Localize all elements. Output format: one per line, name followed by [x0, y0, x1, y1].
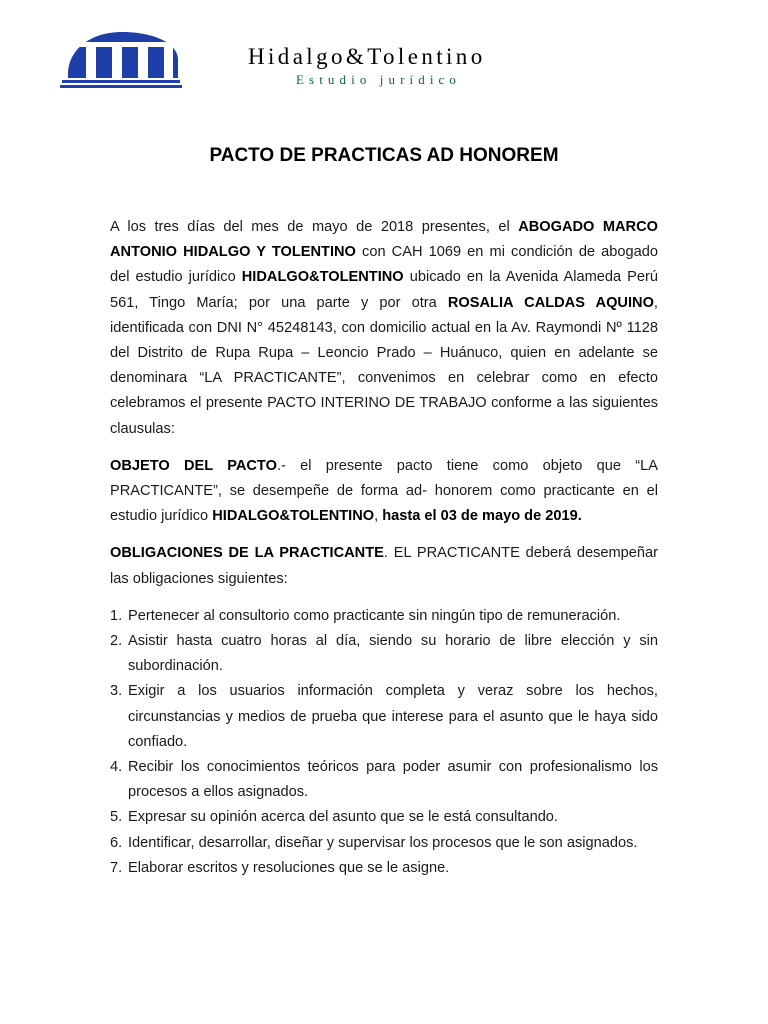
list-item-text: Pertenecer al consultorio como practicante sin ningún tipo de remuneración.	[128, 607, 621, 624]
list-item-number: 3.	[110, 683, 123, 700]
list-item-text: Elaborar escritos y resoluciones que se le asigne.	[128, 859, 450, 876]
objeto-text-1: .- el presente pacto tiene como objeto que “LA PRACTICANTE”, se desempeñe de forma ad- honorem como practicante en el estudio jurídico	[110, 457, 658, 525]
objeto-paragraph	[110, 454, 658, 530]
firm-name: Hidalgo&Tolentino	[248, 44, 486, 69]
list-item-text: Recibir los conocimientos teóricos para poder asumir con profesionalismo los procesos a ellos asignados.	[128, 759, 658, 801]
list-item	[110, 805, 658, 830]
list-item-text: Expresar su opinión acerca del asunto que se le está consultando.	[128, 809, 558, 826]
list-item-text: Identificar, desarrollar, diseñar y supervisar los procesos que le son asignados.	[128, 834, 638, 851]
columns-arch-logo-icon	[60, 24, 182, 92]
list-item	[110, 831, 658, 856]
list-item-number: 6.	[110, 834, 123, 851]
obligaciones-heading: OBLIGACIONES DE LA PRACTICANTE	[110, 545, 384, 562]
objeto-text-2: ,	[374, 508, 383, 525]
intro-text-1: A los tres días del mes de mayo de 2018 presentes, el	[110, 219, 519, 235]
list-item	[110, 604, 658, 629]
firm-subtitle: Estudio jurídico	[296, 72, 462, 87]
list-item	[110, 755, 658, 805]
obligaciones-paragraph	[110, 541, 658, 591]
list-item-text: Exigir a los usuarios información completa y veraz sobre los hechos, circunstancias y medios de prueba que interese para el asunto que le haya sido confiado.	[128, 683, 658, 750]
intern-name: ROSALIA CALDAS AQUINO	[447, 294, 654, 311]
list-item	[110, 629, 658, 679]
list-item-text: Asistir hasta cuatro horas al día, siendo su horario de libre elección y sin subordinación.	[128, 633, 658, 675]
list-item	[110, 679, 658, 755]
document-title: PACTO DE PRACTICAS AD HONOREM	[209, 145, 559, 166]
list-item-number: 5.	[110, 809, 123, 826]
obligations-list	[110, 604, 658, 881]
intro-text-2: con CAH 1069 en mi condición de abogado del estudio jurídico	[110, 244, 658, 286]
intro-text-3: ubicado en la Avenida Alameda Perú 561, Tingo María; por una parte y por otra	[110, 269, 659, 311]
firm-name-inline: HIDALGO&TOLENTINO	[241, 269, 404, 286]
list-item-number: 2.	[110, 633, 123, 650]
lawyer-name: ABOGADO MARCO ANTONIO HIDALGO Y TOLENTINO	[110, 219, 658, 261]
document-body	[110, 215, 658, 881]
list-item	[110, 856, 658, 881]
list-item-number: 7.	[110, 859, 123, 876]
intro-text-4: , identificada con DNI N° 45248143, con domicilio actual en la Av. Raymondi Nº 1128 del Distrito de Rupa Rupa – Leoncio Prado – Huánuco, quien en adelante se denominara “LA PRACTICANTE”, convenimos en celebrar como en efecto celebramos el presente PACTO INTERINO DE TRABAJO conforme a las siguientes clausulas:	[110, 294, 658, 437]
objeto-firm-name: HIDALGO&TOLENTINO	[212, 508, 375, 525]
list-item-number: 4.	[110, 759, 123, 776]
objeto-heading: OBJETO DEL PACTO	[110, 457, 277, 474]
obligaciones-text: . EL PRACTICANTE deberá desempeñar las obligaciones siguientes:	[110, 545, 658, 587]
intro-paragraph	[110, 215, 658, 442]
list-item-number: 1.	[110, 607, 123, 624]
objeto-end-date: hasta el 03 de mayo de 2019.	[382, 508, 582, 525]
